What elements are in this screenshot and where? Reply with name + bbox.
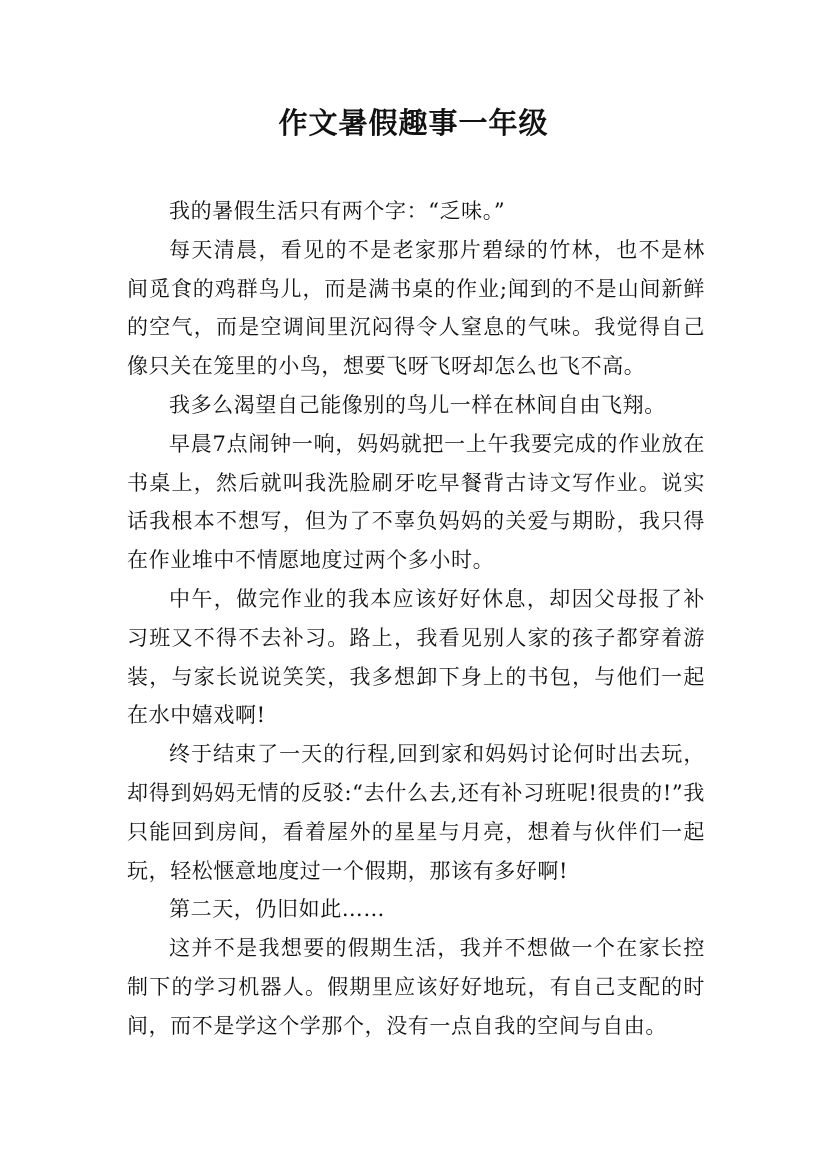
paragraph-5: 中午，做完作业的我本应该好好休息，却因父母报了补习班又不得不去补习。路上，我看见别人家的孩子都穿着游装，与家长说说笑笑，我多想卸下身上的书包，与他们一起在水中嬉戏啊! (127, 586, 705, 728)
paragraph-3: 我多么渴望自己能像别的鸟儿一样在林间自由飞翔。 (169, 392, 666, 417)
document-body (127, 192, 705, 1046)
paragraph-2: 每天清晨，看见的不是老家那片碧绿的竹林，也不是林间觅食的鸡群鸟儿，而是满书桌的作业;闻到的不是山间新鲜的空气，而是空调间里沉闷得令人窒息的气味。我觉得自己像只关在笼里的小鸟，想要飞呀飞呀却怎么也飞不高。 (127, 237, 705, 379)
paragraph-6: 终于结束了一天的行程,回到家和妈妈讨论何时出去玩，却得到妈妈无情的反驳:“去什么去,还有补习班呢!很贵的!”我只能回到房间，看着屋外的星星与月亮，想着与伙伴们一起玩，轻松惬意地度过一个假期，那该有多好啊! (127, 742, 705, 883)
document-title: 作文暑假趣事一年级 (278, 106, 549, 140)
paragraph-8: 这并不是我想要的假期生活，我并不想做一个在家长控制下的学习机器人。假期里应该好好地玩，有自己支配的时间，而不是学这个学那个，没有一点自我的空间与自由。 (127, 936, 705, 1038)
paragraph-1: 我的暑假生活只有两个字：“乏味。” (169, 199, 506, 223)
paragraph-4: 早晨7点闹钟一响，妈妈就把一上午我要完成的作业放在书桌上，然后就叫我洗脸刷牙吃早餐背古诗文写作业。说实话我根本不想写，但为了不辜负妈妈的关爱与期盼，我只得在作业堆中不情愿地度过两个多小时。 (127, 431, 705, 573)
paragraph-7: 第二天，仍旧如此…… (169, 897, 385, 922)
